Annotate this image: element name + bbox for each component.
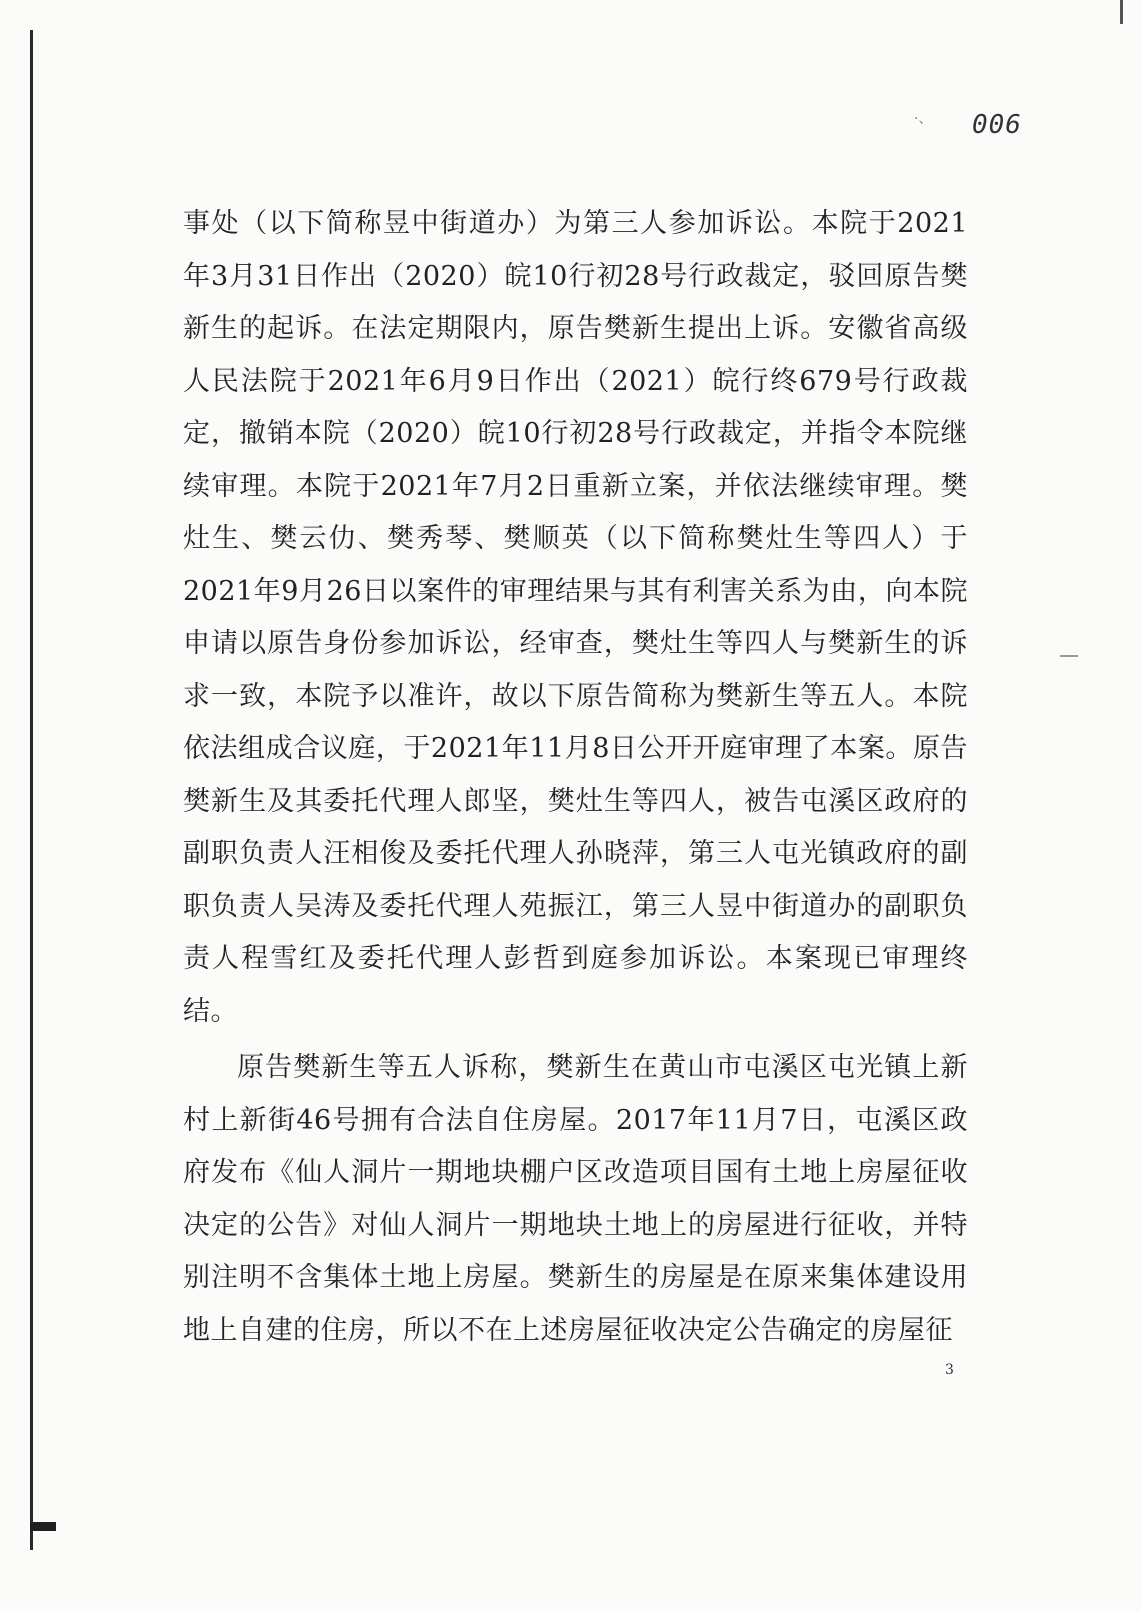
binding-edge-mark [30, 1522, 56, 1531]
paragraph-1: 事处（以下简称昱中街道办）为第三人参加诉讼。本院于2021年3月31日作出（2020）皖10行初28号行政裁定，驳回原告樊新生的起诉。在法定期限内，原告樊新生提出上诉。安徽省高级人民法院于2021年6月9日作出（2021）皖行终679号行政裁定，撤销本院（2020）皖10行初28号行政裁定，并指令本院继续审理。本院于2021年7月2日重新立案，并依法继续审理。樊灶生、樊云仂、樊秀琴、樊顺英（以下简称樊灶生等四人）于2021年9月26日以案件的审理结果与其有利害关系为由，向本院申请以原告身份参加诉讼，经审查，樊灶生等四人与樊新生的诉求一致，本院予以准许，故以下原告简称为樊新生等五人。本院依法组成合议庭，于2021年11月8日公开开庭审理了本案。原告樊新生及其委托代理人郎坚，樊灶生等四人，被告屯溪区政府的副职负责人汪相俊及委托代理人孙晓萍，第三人屯光镇政府的副职负责人吴涛及委托代理人苑振江，第三人昱中街道办的副职负责人程雪红及委托代理人彭哲到庭参加诉讼。本案现已审理终结。 [183, 208, 968, 1027]
stamp-marks: ·、 [914, 111, 933, 127]
paragraph-2: 原告樊新生等五人诉称，樊新生在黄山市屯溪区屯光镇上新村上新街46号拥有合法自住房屋。2017年11月7日，屯溪区政府发布《仙人洞片一期地块棚户区改造项目国有土地上房屋征收决定的公告》对仙人洞片一期地块土地上的房屋进行征收，并特别注明不含集体土地上房屋。樊新生的房屋是在原来集体建设用地上自建的住房，所以不在上述房屋征收决定公告确定的房屋征 [183, 1052, 968, 1346]
archive-page-stamp: 006 [972, 110, 1022, 140]
binding-edge-line [30, 30, 33, 1550]
scan-dash-mark [1060, 655, 1078, 657]
scan-edge-mark [1120, 0, 1123, 24]
document-body [183, 198, 968, 1357]
page-number: 3 [945, 1362, 954, 1378]
